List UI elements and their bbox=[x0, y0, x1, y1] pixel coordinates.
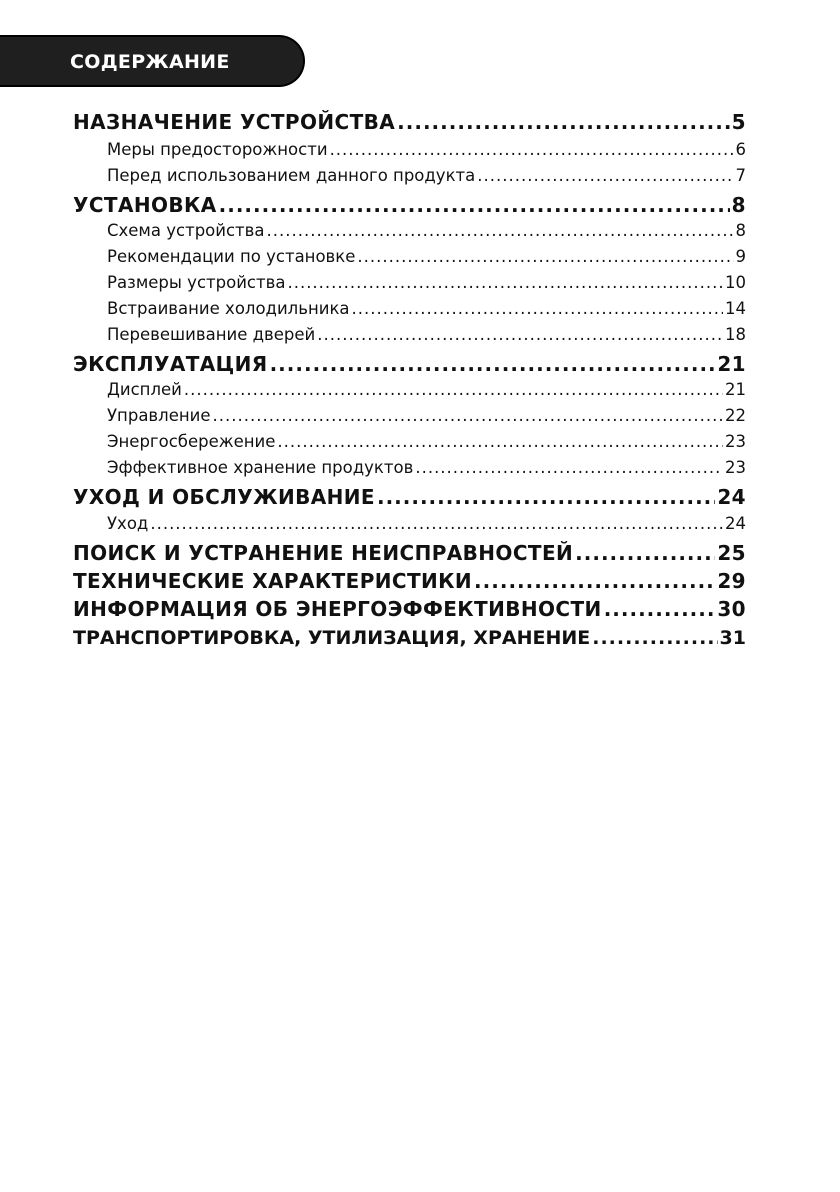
toc-entry-page-number: 8 bbox=[731, 193, 746, 217]
toc-subsection-entry bbox=[107, 219, 746, 243]
toc-dot-leader bbox=[604, 595, 716, 623]
toc-entry-page-number: 24 bbox=[717, 485, 746, 509]
toc-entry-page-number: 22 bbox=[725, 406, 746, 425]
toc-subsection-entry bbox=[107, 245, 746, 269]
toc-entry-page-number: 31 bbox=[719, 627, 746, 649]
toc-dot-leader bbox=[474, 567, 715, 595]
toc-dot-leader bbox=[287, 271, 723, 295]
toc-entry-page-number: 7 bbox=[735, 166, 746, 185]
toc-entry-title: Размеры устройства bbox=[107, 273, 286, 292]
toc-section-entry bbox=[73, 539, 746, 567]
toc-dot-leader bbox=[270, 350, 716, 378]
toc-dot-leader bbox=[219, 191, 730, 219]
toc-subsection-entry bbox=[107, 164, 746, 188]
toc-entry-title: НАЗНАЧЕНИЕ УСТРОЙСТВА bbox=[73, 110, 396, 134]
toc-entry-page-number: 21 bbox=[725, 380, 746, 399]
toc-dot-leader bbox=[575, 539, 715, 567]
toc-section-entry bbox=[73, 350, 746, 378]
toc-subsection-entry bbox=[107, 297, 746, 321]
toc-section-entry bbox=[73, 108, 746, 136]
toc-dot-leader bbox=[213, 404, 723, 428]
toc-dot-leader bbox=[267, 219, 734, 243]
toc-entry-title: Схема устройства bbox=[107, 221, 265, 240]
toc-entry-page-number: 5 bbox=[731, 110, 746, 134]
toc-dot-leader bbox=[377, 483, 715, 511]
toc-dot-leader bbox=[330, 138, 734, 162]
toc-dot-leader bbox=[317, 323, 723, 347]
toc-dot-leader bbox=[184, 378, 723, 402]
toc-subsection-entry bbox=[107, 138, 746, 162]
contents-heading: СОДЕРЖАНИЕ bbox=[70, 51, 230, 73]
toc-section-entry bbox=[73, 191, 746, 219]
toc-entry-page-number: 25 bbox=[717, 541, 746, 565]
toc-entry-page-number: 23 bbox=[725, 432, 746, 451]
toc-subsection-entry bbox=[107, 271, 746, 295]
toc-entry-title: Дисплей bbox=[107, 380, 182, 399]
toc-subsection-entry bbox=[107, 378, 746, 402]
toc-entry-title: Перевешивание дверей bbox=[107, 325, 316, 344]
toc-dot-leader bbox=[277, 430, 723, 454]
toc-entry-title: Уход bbox=[107, 514, 149, 533]
toc-dot-leader bbox=[592, 624, 717, 652]
toc-entry-title: Эффективное хранение продуктов bbox=[107, 458, 414, 477]
toc-subsection-entry bbox=[107, 323, 746, 347]
toc-entry-title: УСТАНОВКА bbox=[73, 193, 217, 217]
toc-entry-page-number: 8 bbox=[735, 221, 746, 240]
toc-entry-page-number: 21 bbox=[717, 352, 746, 376]
toc-entry-title: УХОД И ОБСЛУЖИВАНИЕ bbox=[73, 485, 375, 509]
toc-entry-page-number: 18 bbox=[725, 325, 746, 344]
toc-entry-title: Рекомендации по установке bbox=[107, 247, 356, 266]
toc-subsection-entry bbox=[107, 456, 746, 480]
toc-entry-title: ИНФОРМАЦИЯ ОБ ЭНЕРГОЭФФЕКТИВНОСТИ bbox=[73, 597, 602, 621]
toc-entry-title: Встраивание холодильника bbox=[107, 299, 350, 318]
toc-entry-title: ПОИСК И УСТРАНЕНИЕ НЕИСПРАВНОСТЕЙ bbox=[73, 541, 574, 565]
toc-entry-page-number: 14 bbox=[725, 299, 746, 318]
toc-subsection-entry bbox=[107, 512, 746, 536]
toc-entry-page-number: 30 bbox=[717, 597, 746, 621]
toc-entry-title: ТРАНСПОРТИРОВКА, УТИЛИЗАЦИЯ, ХРАНЕНИЕ bbox=[73, 627, 591, 649]
toc-dot-leader bbox=[150, 512, 723, 536]
toc-section-entry bbox=[73, 567, 746, 595]
toc-section-entry bbox=[73, 483, 746, 511]
toc-entry-title: ТЕХНИЧЕСКИЕ ХАРАКТЕРИСТИКИ bbox=[73, 569, 473, 593]
toc-entry-page-number: 24 bbox=[725, 514, 746, 533]
toc-entry-title: Управление bbox=[107, 406, 211, 425]
toc-dot-leader bbox=[397, 108, 730, 136]
toc-dot-leader bbox=[352, 297, 723, 321]
toc-dot-leader bbox=[415, 456, 723, 480]
toc-dot-leader bbox=[357, 245, 733, 269]
toc-entry-title: Меры предосторожности bbox=[107, 140, 328, 159]
toc-section-entry bbox=[73, 624, 746, 652]
toc-entry-page-number: 23 bbox=[725, 458, 746, 477]
toc-entry-page-number: 29 bbox=[717, 569, 746, 593]
toc-entry-page-number: 6 bbox=[735, 140, 746, 159]
toc-section-entry bbox=[73, 595, 746, 623]
toc-entry-title: Энергосбережение bbox=[107, 432, 276, 451]
toc-dot-leader bbox=[477, 164, 733, 188]
toc-entry-title: Перед использованием данного продукта bbox=[107, 166, 476, 185]
toc-subsection-entry bbox=[107, 430, 746, 454]
toc-subsection-entry bbox=[107, 404, 746, 428]
toc-entry-title: ЭКСПЛУАТАЦИЯ bbox=[73, 352, 268, 376]
toc-entry-page-number: 9 bbox=[735, 247, 746, 266]
toc-entry-page-number: 10 bbox=[725, 273, 746, 292]
